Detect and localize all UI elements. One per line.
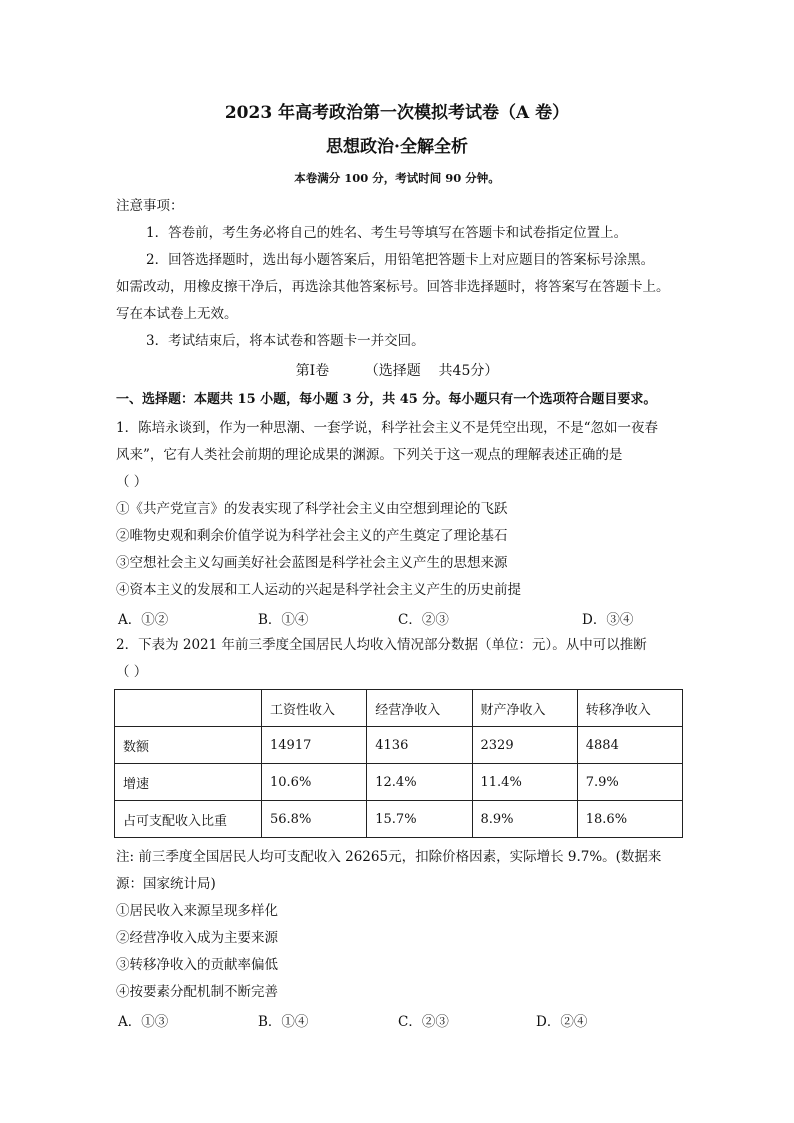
- table-header-row: [115, 690, 683, 727]
- q1-option-b[interactable]: B．①④: [258, 612, 309, 628]
- table-cell: 占可支配收入比重: [115, 801, 262, 838]
- income-table: [114, 689, 683, 838]
- table-header-cell: 转移净收入: [577, 690, 682, 727]
- q2-option-a[interactable]: A．①③: [118, 1014, 169, 1030]
- table-header-cell: 工资性收入: [262, 690, 367, 727]
- exam-subtitle: 思想政治·全解全析: [326, 137, 468, 157]
- table-cell: 数额: [115, 727, 262, 764]
- section-title: 第Ⅰ卷 （选择题 共45分）: [295, 363, 499, 379]
- q1-option-a[interactable]: A．①②: [118, 612, 169, 628]
- table-cell: 8.9%: [472, 801, 577, 838]
- q2-statement-2: ②经营净收入成为主要来源: [116, 930, 278, 946]
- table-cell: 2329: [472, 727, 577, 764]
- notice-item-1: 1．答卷前，考生务必将自己的姓名、考生号等填写在答题卡和试卷指定位置上。: [146, 225, 628, 241]
- notice-heading: 注意事项：: [116, 198, 184, 214]
- notice-item-3: 3．考试结束后，将本试卷和答题卡一并交回。: [146, 333, 425, 349]
- table-cell: 56.8%: [262, 801, 367, 838]
- notice-item-2-line-1: 2．回答选择题时，选出每小题答案后，用铅笔把答题卡上对应题目的答案标号涂黑。: [146, 252, 655, 268]
- table-cell: 7.9%: [577, 764, 682, 801]
- q2-statement-4: ④按要素分配机制不断完善: [116, 984, 278, 1000]
- q2-answer-paren: （ ）: [116, 664, 148, 680]
- q2-statement-3: ③转移净收入的贡献率偏低: [116, 957, 278, 973]
- table-cell: 10.6%: [262, 764, 367, 801]
- table-header-cell: 经营净收入: [367, 690, 472, 727]
- q1-statement-2: ②唯物史观和剩余价值学说为科学社会主义的产生奠定了理论基石: [116, 528, 508, 544]
- table-header-cell: [115, 690, 262, 727]
- q2-option-d[interactable]: D．②④: [536, 1014, 588, 1030]
- exam-info: 本卷满分 100 分，考试时间 90 分钟。: [294, 171, 500, 185]
- q1-statement-1: ①《共产党宣言》的发表实现了科学社会主义由空想到理论的飞跃: [116, 501, 508, 517]
- table-cell: 4884: [577, 727, 682, 764]
- q1-statement-3: ③空想社会主义勾画美好社会蓝图是科学社会主义产生的思想来源: [116, 555, 508, 571]
- q2-stem-line-1: 2．下表为 2021 年前三季度全国居民人均收入情况部分数据（单位：元）。从中可以推断: [116, 637, 647, 653]
- q1-option-c[interactable]: C．②③: [398, 612, 449, 628]
- q1-option-d[interactable]: D．③④: [582, 612, 634, 628]
- table-cell: 12.4%: [367, 764, 472, 801]
- table-cell: 18.6%: [577, 801, 682, 838]
- table-row: [115, 764, 683, 801]
- notice-item-2-line-3: 写在本试卷上无效。: [116, 306, 238, 322]
- table-cell: 4136: [367, 727, 472, 764]
- table-cell: 11.4%: [472, 764, 577, 801]
- q2-note-line-2: 源：国家统计局): [116, 876, 216, 892]
- q2-option-b[interactable]: B．①④: [258, 1014, 309, 1030]
- table-cell: 14917: [262, 727, 367, 764]
- q2-note-line-1: 注: 前三季度全国居民人均可支配收入 26265元，扣除价格因素，实际增长 9.7%。(数据来: [116, 849, 662, 865]
- q2-option-c[interactable]: C．②③: [398, 1014, 449, 1030]
- q1-answer-paren: （ ）: [116, 474, 148, 490]
- q2-statement-1: ①居民收入来源呈现多样化: [116, 903, 278, 919]
- table-header-cell: 财产净收入: [472, 690, 577, 727]
- q1-stem-line-1: 1．陈培永谈到，作为一种思潮、一套学说，科学社会主义不是凭空出现，不是“忽如一夜春: [116, 420, 658, 436]
- table-cell: 15.7%: [367, 801, 472, 838]
- q1-statement-4: ④资本主义的发展和工人运动的兴起是科学社会主义产生的历史前提: [116, 582, 521, 598]
- q1-stem-line-2: 风来”，它有人类社会前期的理论成果的渊源。下列关于这一观点的理解表述正确的是: [116, 447, 623, 463]
- section-instructions: 一、选择题：本题共 15 小题，每小题 3 分，共 45 分。每小题只有一个选项符合题目要求。: [116, 392, 657, 407]
- notice-item-2-line-2: 如需改动，用橡皮擦干净后，再选涂其他答案标号。回答非选择题时，将答案写在答题卡上。: [116, 279, 670, 295]
- table-row: [115, 727, 683, 764]
- table-cell: 增速: [115, 764, 262, 801]
- exam-title: 2023 年高考政治第一次模拟考试卷（A 卷）: [224, 103, 570, 123]
- table-row: [115, 801, 683, 838]
